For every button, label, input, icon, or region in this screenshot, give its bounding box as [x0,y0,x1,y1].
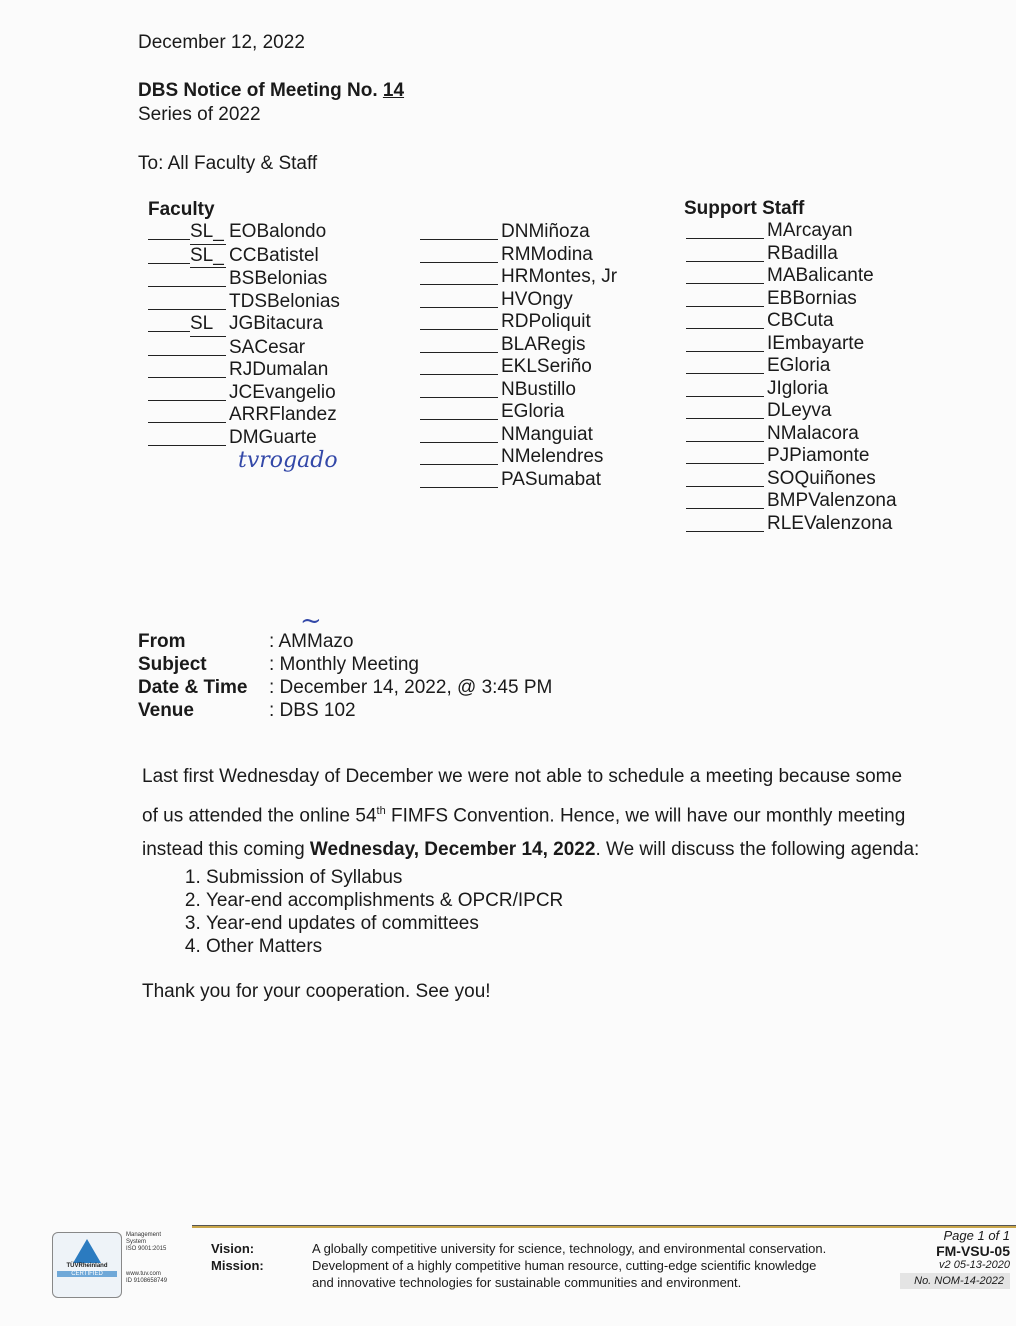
faculty-row [148,382,340,405]
signature-line [686,333,764,352]
faculty-row [420,379,617,402]
vm-text [312,1240,826,1291]
faculty-row [420,401,617,424]
tuv-brand: TÜVRheinland [66,1263,108,1269]
body-text [142,760,962,867]
faculty-row [420,334,617,357]
faculty-name: CCBatistel [229,244,319,266]
staff-row [686,378,897,401]
staff-row [686,423,897,446]
status-prefix: SL [190,313,226,337]
faculty-name: JGBitacura [229,313,323,334]
staff-name: RLEValenzona [767,512,893,534]
staff-row [686,243,897,266]
meta-row [138,630,558,653]
staff-name: EGloria [767,355,831,376]
staff-name: JIgloria [767,377,829,399]
page-number: Page 1 of 1 [943,1228,1010,1243]
signature-line [686,423,764,442]
faculty-row [420,424,617,447]
body-p2 [142,794,962,833]
meta-value: : DBS 102 [269,700,356,721]
cert-line1: Management [126,1232,162,1238]
faculty-row [420,446,617,469]
faculty-row [420,221,617,244]
staff-name: MABalicante [767,265,874,286]
meeting-details [138,630,558,722]
staff-row [686,400,897,423]
staff-name: EBBornias [767,287,857,309]
signature-line [420,244,498,263]
signature-line [686,265,764,284]
meta-value: : December 14, 2022, @ 3:45 PM [269,677,553,698]
staff-row [686,445,897,468]
faculty-row [148,291,340,314]
staff-row [686,355,897,378]
body-p3b: . We will discuss the following agenda: [595,839,920,861]
support-staff-list [686,220,897,535]
faculty-row [148,245,340,269]
signature-line [148,382,226,401]
agenda-list [142,866,563,958]
faculty-name: DNMiñoza [501,221,590,242]
agenda-item: 4. Other Matters [206,935,563,958]
faculty-row [420,266,617,289]
meta-value: : AMMazo [269,631,354,652]
body-sup: th [376,805,386,817]
vision-text: A globally competitive university for science, technology, and environmental conservation. [312,1241,827,1256]
signature-line [420,356,498,375]
staff-row [686,333,897,356]
faculty-list-2 [420,221,617,491]
signature-line [148,404,226,423]
faculty-row [420,289,617,312]
staff-name: SOQuiñones [767,467,876,489]
faculty-name: JCEvangelio [229,381,336,403]
staff-name: RBadilla [767,242,838,264]
faculty-name: EGloria [501,401,565,422]
signature-line [686,220,764,239]
staff-row [686,513,897,536]
triangle-icon [73,1239,101,1263]
faculty-row [148,313,340,337]
signature-line [686,310,764,329]
form-code: FM-VSU-05 [936,1243,1010,1259]
cert-id: ID 9108658749 [126,1278,168,1284]
cert-url: www.tuv.com [126,1271,161,1277]
agenda-item: 2. Year-end accomplishments & OPCR/IPCR [206,889,563,912]
signature-line [686,513,764,532]
staff-row [686,265,897,288]
mission-label: Mission: [211,1258,264,1273]
mission-text-1: Development of a highly competitive human resource, cutting-edge scientific knowledge [312,1258,817,1273]
body-p3 [142,833,962,867]
staff-name: DLeyva [767,400,832,421]
notice-title-prefix: DBS Notice of Meeting No. [138,80,378,101]
support-staff-heading: Support Staff [684,198,805,219]
faculty-name: DMGuarte [229,426,317,448]
agenda-item: 3. Year-end updates of committees [206,912,563,935]
status-prefix: SL_ [190,221,226,245]
cert-line2: System [126,1239,147,1245]
staff-name: MArcayan [767,220,853,241]
tuv-logo [52,1232,122,1298]
signature-line [148,268,226,287]
body-p3-bold: Wednesday, December 14, 2022 [309,839,596,861]
closing-text: Thank you for your cooperation. See you! [142,981,491,1002]
recipients: To: All Faculty & Staff [138,153,318,174]
faculty-row [148,359,340,382]
cert-line3: ISO 9001:2015 [126,1246,167,1252]
signature-line [420,334,498,353]
faculty-name: BSBelonias [229,268,328,289]
mission-text-2: and innovative technologies for sustainable communities and environment. [312,1275,742,1290]
body-p2b: FIMFS Convention. Hence, we will have our monthly meeting [385,805,906,827]
faculty-row [148,337,340,360]
form-version: v2 05-13-2020 [939,1259,1010,1271]
meta-row [138,676,558,699]
status-prefix: SL_ [190,245,226,269]
faculty-name: PASumabat [501,468,601,490]
signature-line [420,289,498,308]
footer-rule [192,1225,1016,1228]
vision-label: Vision: [211,1241,255,1256]
signature-line [148,245,190,264]
meta-row [138,699,558,722]
signature-line [420,311,498,330]
faculty-name: RMModina [501,243,593,265]
body-p2a: of us attended the online 54 [142,805,377,827]
form-info [900,1228,1010,1289]
signature-line [686,468,764,487]
signature-line [148,337,226,356]
signature-mazo: ~ [300,606,322,636]
faculty-name: NMelendres [501,446,604,467]
meta-label: Venue [138,700,194,721]
document-date: December 12, 2022 [138,32,305,53]
faculty-heading: Faculty [148,199,215,220]
notice-series: Series of 2022 [138,104,261,125]
faculty-row [420,244,617,267]
faculty-row [148,427,340,450]
meta-label: Subject [138,654,207,675]
signature-line [420,469,498,488]
staff-name: IEmbayarte [767,332,865,354]
faculty-row [148,268,340,291]
cert-text [126,1232,167,1285]
staff-row [686,310,897,333]
staff-row [686,468,897,491]
staff-row [686,220,897,243]
meta-value: : Monthly Meeting [269,654,419,675]
faculty-name: NBustillo [501,378,576,400]
faculty-row [420,469,617,492]
staff-row [686,490,897,513]
faculty-name: HRMontes, Jr [501,266,618,287]
signature-line [686,355,764,374]
faculty-row [420,311,617,334]
meta-label: From [138,631,186,652]
signature-line [686,288,764,307]
signature-line [420,221,498,240]
faculty-list-1 [148,221,340,449]
signature-line [686,243,764,262]
body-p1: Last first Wednesday of December we were not able to schedule a meeting because some [142,766,903,787]
signature-line [420,424,498,443]
handwritten-name: tvrogado [238,448,338,473]
faculty-name: BLARegis [501,333,586,355]
faculty-name: RDPoliquit [501,311,591,332]
signature-line [420,379,498,398]
body-p3a: instead this coming [142,839,310,861]
faculty-name: TDSBelonias [229,290,340,312]
signature-line [686,490,764,509]
signature-line [148,359,226,378]
signature-line [148,291,226,310]
staff-name: BMPValenzona [767,490,897,511]
faculty-name: EKLSeriño [501,356,592,377]
faculty-row [420,356,617,379]
signature-line [686,378,764,397]
faculty-row [148,404,340,427]
signature-line [148,313,190,332]
faculty-name: SACesar [229,336,306,358]
faculty-name: NManguiat [501,423,593,445]
staff-name: NMalacora [767,422,859,444]
staff-name: CBCuta [767,310,834,331]
document-number: No. NOM-14-2022 [900,1273,1010,1289]
notice-title [138,80,404,102]
signature-line [420,266,498,285]
meta-row [138,653,558,676]
notice-number: 14 [382,80,405,101]
agenda-item: 1. Submission of Syllabus [206,866,563,889]
signature-line [148,221,190,240]
signature-line [420,401,498,420]
staff-name: PJPiamonte [767,445,870,466]
signature-line [148,427,226,446]
faculty-name: EOBalondo [229,221,327,242]
faculty-name: ARRFlandez [229,404,337,425]
faculty-row [148,221,340,245]
footer [0,1220,1016,1326]
signature-line [420,446,498,465]
faculty-name: HVOngy [501,288,573,310]
meta-label: Date & Time [138,677,248,698]
signature-line [686,400,764,419]
signature-line [686,445,764,464]
vm-labels [211,1240,264,1274]
staff-row [686,288,897,311]
faculty-name: RJDumalan [229,359,329,380]
tuv-badge: CERTIFIED [57,1271,117,1277]
